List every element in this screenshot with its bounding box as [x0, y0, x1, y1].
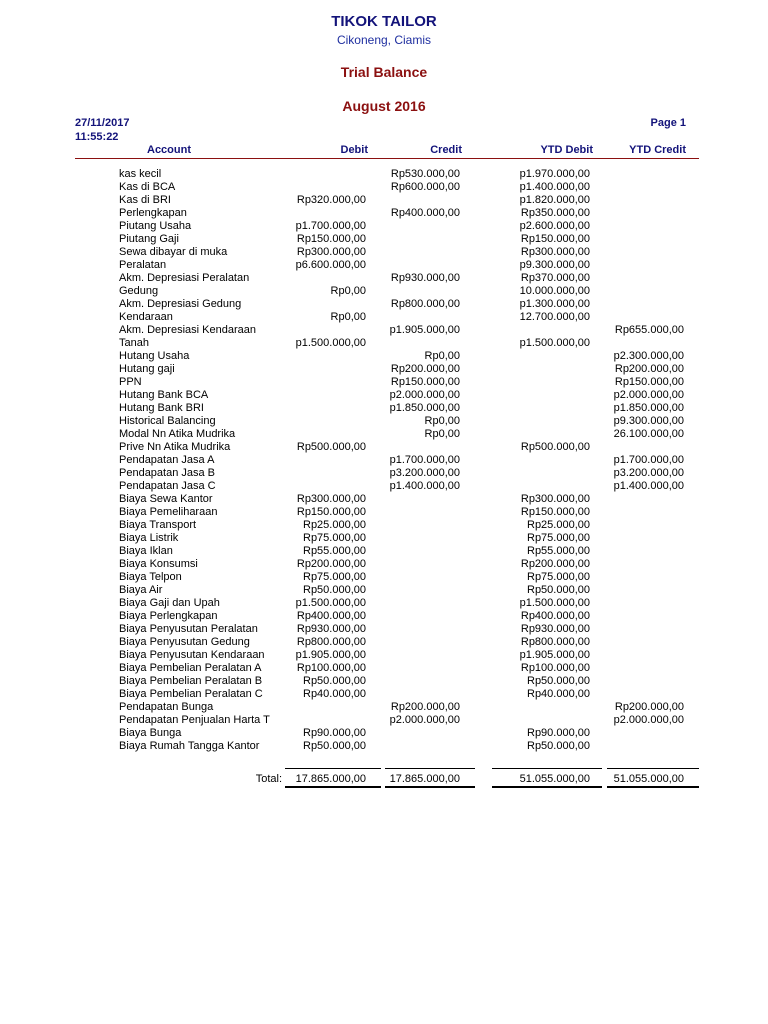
ytd-debit-cell: 12.700.000,00	[519, 311, 590, 323]
account-name: Kas di BCA	[119, 181, 176, 193]
account-name: Biaya Pemeliharaan	[119, 506, 218, 518]
total-bottom-rule-debit	[285, 786, 381, 788]
account-name: Akm. Depresiasi Kendaraan	[119, 324, 256, 336]
ytd-credit-cell: p2.000.000,00	[613, 389, 684, 401]
ytd-debit-cell: Rp50.000,00	[527, 675, 590, 687]
table-row	[0, 701, 768, 714]
account-name: Biaya Bunga	[119, 727, 182, 739]
ytd-debit-cell: p2.600.000,00	[519, 220, 590, 232]
credit-cell: p2.000.000,00	[389, 714, 460, 726]
table-row	[0, 168, 768, 181]
credit-cell: p1.400.000,00	[389, 480, 460, 492]
account-name: Modal Nn Atika Mudrika	[119, 428, 236, 440]
account-name: Tanah	[119, 337, 149, 349]
table-row	[0, 545, 768, 558]
ytd-credit-cell: Rp200.000,00	[614, 701, 684, 713]
account-name: Biaya Penyusutan Peralatan	[119, 623, 258, 635]
credit-cell: Rp400.000,00	[390, 207, 460, 219]
debit-cell: p1.905.000,00	[295, 649, 366, 661]
account-name: Biaya Pembelian Peralatan B	[119, 675, 263, 687]
account-name: Biaya Telpon	[119, 571, 182, 583]
ledger-rows	[0, 168, 768, 753]
debit-cell: Rp25.000,00	[303, 519, 366, 531]
table-row	[0, 207, 768, 220]
ytd-debit-cell: p1.300.000,00	[519, 298, 590, 310]
table-row	[0, 441, 768, 454]
ytd-debit-cell: Rp150.000,00	[520, 506, 590, 518]
account-name: Biaya Iklan	[119, 545, 173, 557]
table-row	[0, 311, 768, 324]
table-row	[0, 571, 768, 584]
ytd-debit-cell: p1.970.000,00	[519, 168, 590, 180]
header-divider	[75, 158, 699, 159]
total-top-rule-ytd-debit	[492, 768, 602, 769]
table-row	[0, 233, 768, 246]
debit-cell: Rp800.000,00	[296, 636, 366, 648]
debit-cell: Rp150.000,00	[296, 506, 366, 518]
debit-cell: Rp300.000,00	[296, 246, 366, 258]
table-row	[0, 350, 768, 363]
account-name: Sewa dibayar di muka	[119, 246, 228, 258]
ytd-debit-cell: Rp150.000,00	[520, 233, 590, 245]
account-name: Pendapatan Penjualan Harta T	[119, 714, 270, 726]
account-name: Hutang Bank BCA	[119, 389, 209, 401]
ytd-debit-cell: p9.300.000,00	[519, 259, 590, 271]
table-row	[0, 649, 768, 662]
ytd-debit-cell: Rp500.000,00	[520, 441, 590, 453]
account-name: Biaya Rumah Tangga Kantor	[119, 740, 260, 752]
ytd-debit-cell: p1.500.000,00	[519, 597, 590, 609]
total-label: Total:	[255, 773, 282, 785]
print-date: 27/11/2017	[75, 117, 130, 129]
account-name: Hutang Bank BRI	[119, 402, 204, 414]
column-header-account: Account	[147, 144, 191, 156]
account-name: Biaya Penyusutan Kendaraan	[119, 649, 265, 661]
report-title: Trial Balance	[340, 64, 428, 80]
account-name: Kendaraan	[119, 311, 173, 323]
company-name: TIKOK TAILOR	[331, 13, 437, 30]
account-name: Biaya Gaji dan Upah	[119, 597, 220, 609]
account-name: Perlengkapan	[119, 207, 187, 219]
table-row	[0, 337, 768, 350]
account-name: Piutang Usaha	[119, 220, 192, 232]
account-name: Gedung	[119, 285, 159, 297]
table-row	[0, 740, 768, 753]
debit-cell: Rp55.000,00	[303, 545, 366, 557]
ytd-debit-cell: Rp40.000,00	[527, 688, 590, 700]
credit-cell: p1.700.000,00	[389, 454, 460, 466]
ytd-debit-cell: Rp50.000,00	[527, 740, 590, 752]
total-top-rule-ytd-credit	[607, 768, 699, 769]
table-row	[0, 532, 768, 545]
table-row	[0, 376, 768, 389]
ytd-debit-cell: Rp930.000,00	[520, 623, 590, 635]
debit-cell: p1.500.000,00	[295, 337, 366, 349]
table-row	[0, 623, 768, 636]
credit-cell: Rp200.000,00	[390, 363, 460, 375]
total-bottom-rule-credit	[385, 786, 475, 788]
table-row	[0, 675, 768, 688]
total-ytd-debit: 51.055.000,00	[519, 773, 590, 785]
ytd-debit-cell: p1.400.000,00	[519, 181, 590, 193]
table-row	[0, 389, 768, 402]
credit-cell: Rp530.000,00	[390, 168, 460, 180]
ytd-debit-cell: p1.820.000,00	[519, 194, 590, 206]
debit-cell: Rp150.000,00	[296, 233, 366, 245]
column-header-debit: Debit	[340, 144, 368, 156]
table-row	[0, 324, 768, 337]
ytd-debit-cell: Rp400.000,00	[520, 610, 590, 622]
table-row	[0, 688, 768, 701]
account-name: Biaya Perlengkapan	[119, 610, 218, 622]
ytd-debit-cell: 10.000.000,00	[519, 285, 590, 297]
ytd-debit-cell: Rp75.000,00	[527, 532, 590, 544]
column-header-ytd-credit: YTD Credit	[629, 144, 686, 156]
ytd-debit-cell: Rp25.000,00	[527, 519, 590, 531]
debit-cell: p6.600.000,00	[295, 259, 366, 271]
credit-cell: Rp930.000,00	[390, 272, 460, 284]
table-row	[0, 272, 768, 285]
account-name: Pendapatan Bunga	[119, 701, 214, 713]
account-name: Pendapatan Jasa A	[119, 454, 215, 466]
table-row	[0, 454, 768, 467]
debit-cell: p1.700.000,00	[295, 220, 366, 232]
total-top-rule-debit	[285, 768, 381, 769]
table-row	[0, 714, 768, 727]
table-row	[0, 493, 768, 506]
table-row	[0, 181, 768, 194]
report-period: August 2016	[342, 98, 426, 114]
debit-cell: Rp50.000,00	[303, 675, 366, 687]
ytd-debit-cell: Rp90.000,00	[527, 727, 590, 739]
credit-cell: Rp200.000,00	[390, 701, 460, 713]
column-header-credit: Credit	[430, 144, 462, 156]
total-bottom-rule-ytd-debit	[492, 786, 602, 788]
credit-cell: p3.200.000,00	[389, 467, 460, 479]
account-name: Biaya Pembelian Peralatan C	[119, 688, 263, 700]
credit-cell: p1.905.000,00	[389, 324, 460, 336]
account-name: Biaya Transport	[119, 519, 197, 531]
debit-cell: Rp75.000,00	[303, 571, 366, 583]
total-ytd-credit: 51.055.000,00	[613, 773, 684, 785]
credit-cell: Rp800.000,00	[390, 298, 460, 310]
debit-cell: Rp300.000,00	[296, 493, 366, 505]
debit-cell: Rp100.000,00	[296, 662, 366, 674]
account-name: Biaya Air	[119, 584, 163, 596]
page-number: Page 1	[650, 117, 686, 129]
ytd-credit-cell: Rp200.000,00	[614, 363, 684, 375]
table-row	[0, 727, 768, 740]
ytd-debit-cell: Rp75.000,00	[527, 571, 590, 583]
total-credit: 17.865.000,00	[389, 773, 460, 785]
account-name: Pendapatan Jasa B	[119, 467, 216, 479]
column-header-ytd-debit: YTD Debit	[540, 144, 593, 156]
table-row	[0, 636, 768, 649]
table-row	[0, 194, 768, 207]
account-name: Biaya Penyusutan Gedung	[119, 636, 250, 648]
credit-cell: p2.000.000,00	[389, 389, 460, 401]
ytd-debit-cell: Rp300.000,00	[520, 246, 590, 258]
table-row	[0, 506, 768, 519]
debit-cell: Rp400.000,00	[296, 610, 366, 622]
ytd-debit-cell: p1.905.000,00	[519, 649, 590, 661]
debit-cell: Rp50.000,00	[303, 584, 366, 596]
credit-cell: Rp0,00	[424, 415, 460, 427]
ytd-credit-cell: p2.300.000,00	[613, 350, 684, 362]
print-time: 11:55:22	[75, 131, 119, 143]
ytd-credit-cell: p9.300.000,00	[613, 415, 684, 427]
table-row	[0, 298, 768, 311]
ytd-credit-cell: p1.700.000,00	[613, 454, 684, 466]
table-row	[0, 259, 768, 272]
total-top-rule-credit	[385, 768, 475, 769]
ytd-debit-cell: Rp370.000,00	[520, 272, 590, 284]
credit-cell: Rp0,00	[424, 428, 460, 440]
account-name: kas kecil	[119, 168, 162, 180]
table-row	[0, 662, 768, 675]
table-row	[0, 246, 768, 259]
table-row	[0, 610, 768, 623]
ytd-debit-cell: Rp350.000,00	[520, 207, 590, 219]
table-row	[0, 415, 768, 428]
account-name: Prive Nn Atika Mudrika	[119, 441, 231, 453]
account-name: Biaya Sewa Kantor	[119, 493, 213, 505]
table-row	[0, 597, 768, 610]
account-name: Kas di BRI	[119, 194, 171, 206]
table-row	[0, 285, 768, 298]
ytd-credit-cell: 26.100.000,00	[613, 428, 684, 440]
debit-cell: Rp320.000,00	[296, 194, 366, 206]
ytd-credit-cell: p3.200.000,00	[613, 467, 684, 479]
account-name: Piutang Gaji	[119, 233, 179, 245]
debit-cell: Rp930.000,00	[296, 623, 366, 635]
account-name: Peralatan	[119, 259, 167, 271]
debit-cell: Rp0,00	[330, 285, 366, 297]
ytd-credit-cell: p1.850.000,00	[613, 402, 684, 414]
total-debit: 17.865.000,00	[295, 773, 366, 785]
table-row	[0, 584, 768, 597]
ytd-credit-cell: p2.000.000,00	[613, 714, 684, 726]
account-name: PPN	[119, 376, 142, 388]
account-name: Biaya Pembelian Peralatan A	[119, 662, 262, 674]
account-name: Akm. Depresiasi Gedung	[119, 298, 242, 310]
table-row	[0, 519, 768, 532]
debit-cell: Rp90.000,00	[303, 727, 366, 739]
debit-cell: Rp500.000,00	[296, 441, 366, 453]
debit-cell: Rp200.000,00	[296, 558, 366, 570]
credit-cell: Rp150.000,00	[390, 376, 460, 388]
credit-cell: Rp600.000,00	[390, 181, 460, 193]
table-row	[0, 220, 768, 233]
ytd-debit-cell: Rp200.000,00	[520, 558, 590, 570]
ytd-credit-cell: Rp150.000,00	[614, 376, 684, 388]
credit-cell: p1.850.000,00	[389, 402, 460, 414]
ytd-debit-cell: Rp100.000,00	[520, 662, 590, 674]
ytd-debit-cell: Rp300.000,00	[520, 493, 590, 505]
company-location: Cikoneng, Ciamis	[336, 33, 432, 47]
ytd-debit-cell: p1.500.000,00	[519, 337, 590, 349]
ytd-debit-cell: Rp800.000,00	[520, 636, 590, 648]
account-name: Pendapatan Jasa C	[119, 480, 216, 492]
account-name: Hutang gaji	[119, 363, 175, 375]
table-row	[0, 428, 768, 441]
debit-cell: Rp0,00	[330, 311, 366, 323]
table-row	[0, 467, 768, 480]
account-name: Akm. Depresiasi Peralatan	[119, 272, 250, 284]
account-name: Biaya Listrik	[119, 532, 179, 544]
table-row	[0, 363, 768, 376]
credit-cell: Rp0,00	[424, 350, 460, 362]
table-row	[0, 558, 768, 571]
ytd-debit-cell: Rp50.000,00	[527, 584, 590, 596]
total-bottom-rule-ytd-credit	[607, 786, 699, 788]
debit-cell: p1.500.000,00	[295, 597, 366, 609]
debit-cell: Rp75.000,00	[303, 532, 366, 544]
account-name: Hutang Usaha	[119, 350, 190, 362]
ytd-debit-cell: Rp55.000,00	[527, 545, 590, 557]
account-name: Biaya Konsumsi	[119, 558, 198, 570]
account-name: Historical Balancing	[119, 415, 216, 427]
table-row	[0, 480, 768, 493]
ytd-credit-cell: Rp655.000,00	[614, 324, 684, 336]
debit-cell: Rp50.000,00	[303, 740, 366, 752]
debit-cell: Rp40.000,00	[303, 688, 366, 700]
ytd-credit-cell: p1.400.000,00	[613, 480, 684, 492]
table-row	[0, 402, 768, 415]
